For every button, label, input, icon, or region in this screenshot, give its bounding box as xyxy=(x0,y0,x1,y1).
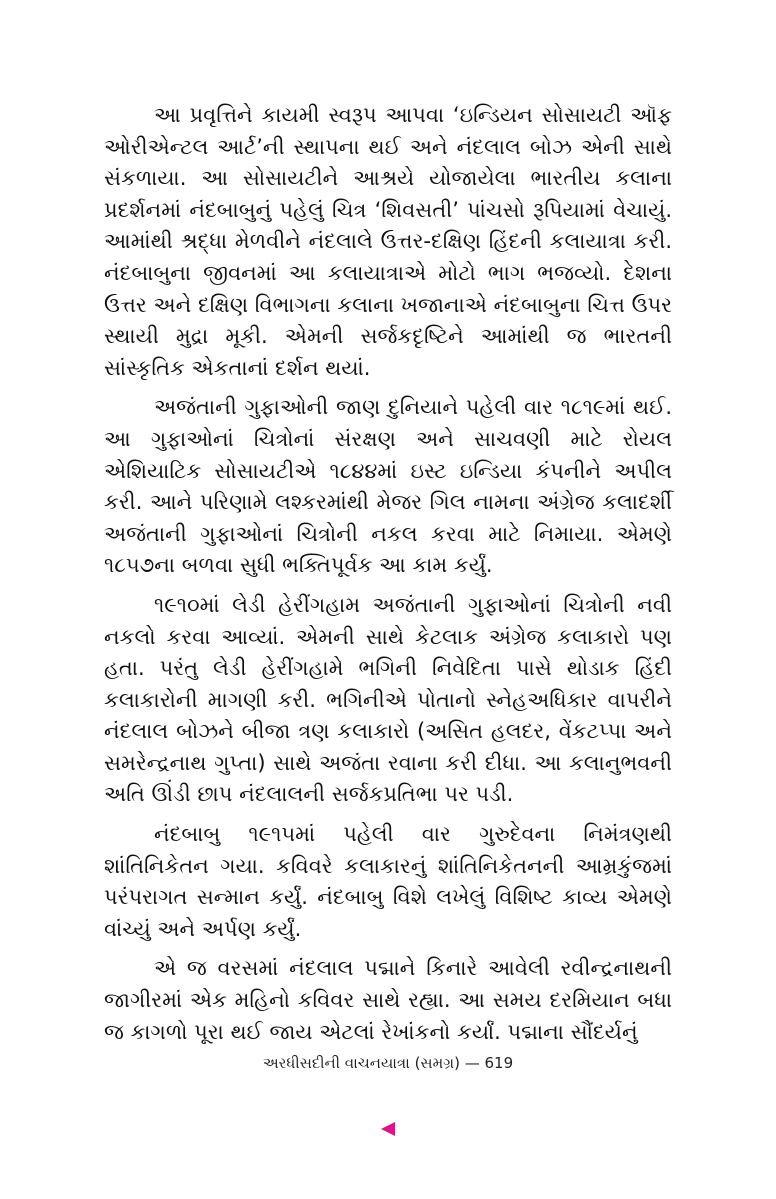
page-footer: અરધીસદીની વાચનયાત્રા (સમગ્ર) — 619 xyxy=(262,1054,514,1072)
paragraph: એ જ વરસમાં નંદલાલ પદ્માને કિનારે આવેલી રવીન્દ્રનાથની જાગીરમાં એક મહિનો કવિવર સાથે રહ્યા. આ સમય દરમિયાન બધા જ કાગળો પૂરા થઈ જાય એટલાં રેખાંકનો કર્યાં. પદ્માના સૌંદર્યનું xyxy=(104,956,672,1044)
paragraph: નંદબાબુ ૧૯૧૫માં પહેલી વાર ગુરુદેવના નિમંત્રણથી શાંતિનિકેતન ગયા. કવિવરે કલાકારનું શાંતિનિકેતનની આમ્રકુંજમાં પરંપરાગત સન્માન કર્યું. નંદબાબુ વિશે લખેલું વિશિષ્ટ કાવ્ય એમણે વાંચ્યું અને અર્પણ કર્યું. xyxy=(104,822,672,941)
paragraph: આ પ્રવૃત્તિને કાયમી સ્વરૂપ આપવા ‘ઇન્ડિયન સોસાયટી ઑફ ઓરીએન્ટલ આર્ટ’ની સ્થાપના થઈ અને નંદલાલ બોઝ એની સાથે સંકળાયા. આ સોસાયટીને આશ્રયે યોજાયેલા ભારતીય કલાના પ્રદર્શનમાં નંદબાબુનું પહેલું ચિત્ર ‘શિવસતી’ પાંચસો રૂપિયામાં વેચાયું. આમાંથી શ્રદ્ધા મેળવીને નંદલાલે ઉત્તર-દક્ષિણ હિંદની કલાયાત્રા કરી. નંદબાબુના જીવનમાં આ કલાયાત્રાએ મોટો ભાગ ભજવ્યો. દેશના ઉત્તર અને દક્ષિણ વિભાગના કલાના ખજાનાએ નંદબાબુના ચિત્ત ઉપર સ્થાયી મુદ્રા મૂકી. એમની સર્જકદૃષ્ટિને આમાંથી જ ભારતની સાંસ્કૃતિક એકતાનાં દર્શન થયાં. xyxy=(104,103,672,380)
paragraph: અજંતાની ગુફાઓની જાણ દુનિયાને પહેલી વાર ૧૮૧૯માં થઈ. આ ગુફાઓનાં ચિત્રોનાં સંરક્ષણ અને સાચવણી માટે રોયલ એશિયાટિક સોસાયટીએ ૧૮૪૪માં ઇસ્ટ ઇન્ડિયા કંપનીને અપીલ કરી. આને પરિણામે લશ્કરમાંથી મેજર ગિલ નામના અંગ્રેજ કલાદર્શી અજંતાની ગુફાઓનાં ચિત્રોની નકલ કરવા માટે નિમાયા. એમણે ૧૮૫૭ના બળવા સુધી ભક્તિપૂર્વક આ કામ કર્યું. xyxy=(104,395,672,578)
paragraph: ૧૯૧૦માં લેડી હેરીંગહામ અજંતાની ગુફાઓનાં ચિત્રોની નવી નકલો કરવા આવ્યાં. એમની સાથે કેટલાક અંગ્રેજ કલાકારો પણ હતા. પરંતુ લેડી હેરીંગહામે ભગિની નિવેદિતા પાસે થોડાક હિંદી કલાકારોની માગણી કરી. ભગિનીએ પોતાનો સ્નેહઅધિકાર વાપરીને નંદલાલ બોઝને બીજા ત્રણ કલાકારો (અસિત હલદર, વેંકટપ્પા અને સમરેન્દ્રનાથ ગુપ્તા) સાથે અજંતા રવાના કરી દીધા. આ કલાનુભવની અતિ ઊંડી છાપ નંદલાલની સર્જકપ્રતિભા પર પડી. xyxy=(104,592,672,807)
body-text xyxy=(104,100,672,1048)
previous-page-arrow-icon[interactable] xyxy=(381,1122,395,1136)
